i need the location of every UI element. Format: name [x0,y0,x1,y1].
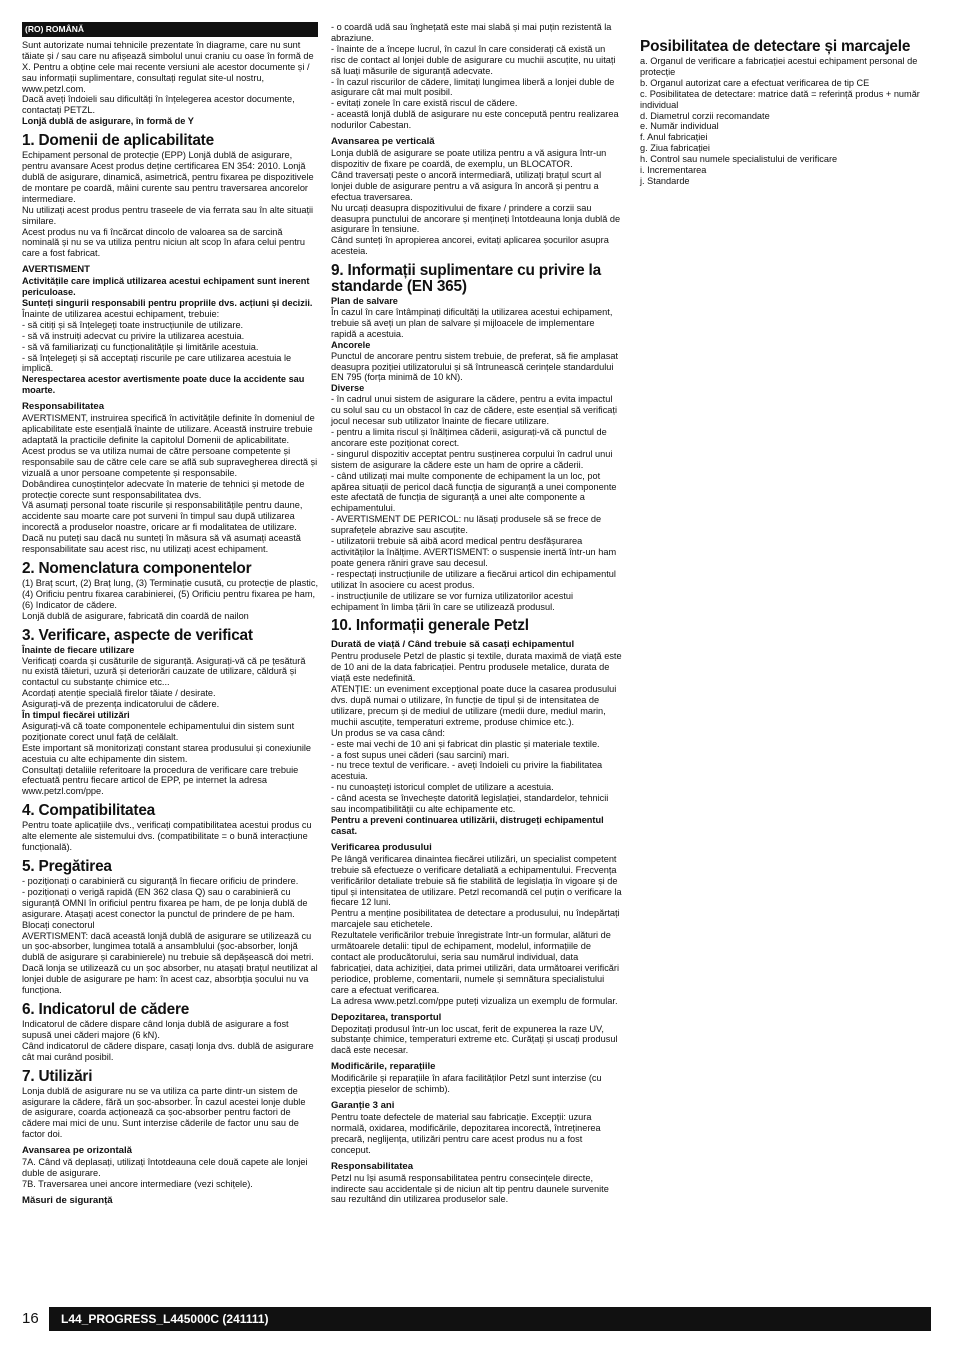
section-10-inspection-text: Pe lângă verificarea dinaintea fiecărei utilizări, un specialist competent trebuie să efectueze o verificare detaliată a echipamentului. Frecvența verificărilor detaliate trebuie să fie stabilită de legislația în vigoare și de tipul și intensitatea de utilizare. Petzl recomandă cel puțin o verificare la fiecare 12 luni. Pentru a menține posibilitatea de detectare a produsului, nu îndepărtați marcajele sau etichetele. Rezultatele verificărilor trebuie înregistrate într-un formular, alături de următoarele detalii: tipul de echipament, modelul, informațiile de contact ale producătorului, seria sau numărul individual, data fabricației, data achiziției, data primei utilizări, data următoarei verificări periodice, probleme, comentarii, numele și semnătura specialistului care a efectuat verificarea. La adresa www.petzl.com/ppe puteți vizualiza un exemplu de formular. [331,853,622,1006]
section-7-title: 7. Utilizări [22,1067,93,1085]
section-3-sub-2: În timpul fiecărei utilizări [22,710,130,721]
language-header: (RO) ROMÂNĂ [22,22,318,37]
section-10-sub-warranty: Garanție 3 ani [331,1100,395,1112]
section-10-sub-lifetime: Durată de viață / Când trebuie să casați echipamentul [331,639,575,651]
section-7-sub-horizontal: Avansarea pe orizontală [22,1145,133,1157]
traceability-list: a. Organul de verificare a fabricației acestui echipament personal de protecție b. Organul autorizat care a efectuat verificarea de tip CE c. Posibilitatea de detectare: matrice dată = referință produs + număr individual d. Diametrul corzii recomandate e. Număr individual f. Anul fabricației g. Ziua fabricației h. Control sau numele specialistului de verificare i. Incrementarea j. Standarde [640,56,920,186]
section-1-text: Echipament personal de protecție (EPP) Lonjă dublă de asigurare, pentru avansare Acest produs deține certificarea EN 354: 2010. Lonjă dublă de asigurare, dinamică, asimetrică, pentru fixarea pe dispozitivele de montare pe coardă, mâini curente sau pentru traversarea ancorelor intermediare. Nu utilizați acest produs pentru traseele de via ferrata sau în alte situații similare. Acest produs nu va fi încărcat dincolo de valoarea sa de sarcină nominală și nu se va utiliza pentru niciun alt scop în afara celui pentru care a fost fabricat. [22,150,314,259]
section-3-sub-1: Înainte de fiecare utilizare [22,644,135,655]
section-3-title: 3. Verificare, aspecte de verificat [22,626,253,644]
section-9-misc-text: - în cadrul unui sistem de asigurare la cădere, pentru a evita impactul cu solul sau cu un obstacol în caz de cădere, este esențial să verificați jocul necesar sub utilizator înainte de fiecare utilizare. - pentru a limita riscul și înălțimea căderii, asigurați-vă că punctul de ancorare este poziționat corect. - singurul dispozitiv acceptat pentru susținerea corpului în cadrul unui sistem de asigurare la cădere este un ham de oprire a căderii. - când utilizați mai multe componente de echipament la un loc, pot apărea situații de pericol dacă funcția de siguranță a unei componente este afectată de funcția de siguranță a unei alte componente a echipamentului. - AVERTISMENT DE PERICOL: nu lăsați produsele să se frece de suprafețele abrazive sau ascuțite. - utilizatorii trebuie să aibă acord medical pentru desfășurarea activităților la înălțime. AVERTISMENT: o suspensie inertă într-un ham poate genera răniri grave sau decesul. - respectați instrucțiunile de utilizare a fiecărui articol din echipamentul utilizat în asociere cu acest produs. - instrucțiunile de utilizare se vor furniza utilizatorilor acestui echipament în limba țării în care se utilizează produsul. [331,394,617,612]
section-6-title: 6. Indicatorul de cădere [22,1000,190,1018]
section-7-sub-vertical: Avansarea pe verticală [331,136,435,148]
section-9-sub-misc: Diverse [331,383,365,394]
section-10-sub-modifications: Modificările, reparațiile [331,1061,436,1073]
section-3-text-1: Verificați coarda și cusăturile de siguranță. Asigurați-vă că pe țesătură nu există tăieturi, uzură și deteriorări cauzate de utilizare, căldură și contactul cu substanțe chimice etc... Acordați atenție specială firelor tăiate / desirate. Asigurați-vă de prezența indicatorului de cădere. [22,655,306,710]
section-7-vertical-text: Lonja dublă de asigurare se poate utiliza pentru a vă asigura într-un dispozitiv de fixare pe coardă, de exemplu, un BLOCATOR. Când traversați peste o ancoră intermediară, utilizați brațul scurt al lonjei duble de asigurare pentru a vă asigura în ancoră și pentru a efectua traversarea. Nu urcați deasupra dispozitivului de fixare / prindere a corzii sau deasupra punctului de ancorare și mențineți întotdeauna lonja dublă de asigurare în tensiune. Când sunteți în apropierea ancorei, evitați aplicarea șocurilor asupra acesteia. [331,148,621,257]
section-5-title: 5. Pregătirea [22,858,112,875]
section-3-text-2: Asigurați-vă că toate componentele echipamentului din sistem sunt poziționate corect unul față de celălalt. Este important să monitorizați constant starea produsului și conexiunile acestuia cu alte echipamente din sistem. Consultați detaliile referitoare la procedura de verificare care trebuie efectuată pentru fiecare articol de EPP, pe internet la adresa www.petzl.com/ppe. [22,720,312,797]
section-10-lifetime-bold: Pentru a preveni continuarea utilizării, distrugeți echipamentul casat. [331,815,604,836]
section-7-horizontal-text: 7A. Când vă deplasați, utilizați întotdeauna cele două capete ale lonjei duble de asigurare. 7B. Traversarea unei ancore intermediare (vezi schițele). [22,1157,308,1189]
responsibility-title: Responsabilitatea [22,401,105,413]
section-10-modifications-text: Modificările și reparațiile în afara facilităților Petzl sunt interzise (cu excepția pieselor de schimb). [331,1073,602,1095]
section-7-sub-safety: Măsuri de siguranță [22,1194,113,1206]
section-10-warranty-text: Pentru toate defectele de material sau fabricație. Excepții: uzura normală, oxidarea, modificările, depozitarea incorectă, întreținerea precară, neglijența, utilizări pentru care acest produs nu a fost conceput. [331,1112,601,1155]
section-7-text: Lonja dublă de asigurare nu se va utiliza ca parte dintr-un sistem de asigurare la cădere, fără un șoc-absorber. În cazul acestei lonje duble de asigurare, coarda acționează ca șoc-absorber pentru factori de cădere mai mici de unu. Sunt interzise căderile de factor unu sau de factor doi. [22,1085,306,1140]
section-4-title: 4. Compatibilitatea [22,802,156,820]
section-9-sub-rescue: Plan de salvare [331,296,398,307]
section-1-title: 1. Domenii de aplicabilitate [22,132,214,150]
section-9-anchors-text: Punctul de ancorare pentru sistem trebuie, de preferat, să fie amplasat deasupra poziției utilizatorului și să întrunească cerințele standardului EN 795 (forța minimă de 10 kN). [331,350,619,383]
column-middle [331,22,622,1205]
warning-bold-2: Sunteți singurii responsabili pentru propriile dvs. acțiuni și decizii. [22,298,313,309]
section-10-responsibility-text: Petzl nu își asumă responsabilitatea pentru consecințele directe, indirecte sau accidentale și de niciun alt tip pentru daunele survenite sau rezultând din utilizarea produselor sale. [331,1172,609,1205]
warning-title: AVERTISMENT [22,264,91,276]
section-6-text: Indicatorul de cădere dispare când lonja dublă de asigurare a fost supusă unei căderi majore (6 kN). Când indicatorul de cădere dispare, casați lonja dvs. dublă de asigurare cât mai curând posibil. [22,1018,314,1062]
section-10-sub-responsibility: Responsabilitatea [331,1160,414,1172]
section-5-text: - poziționați o carabinieră cu siguranță în fiecare orificiu de prindere. - poziționați o verigă rapidă (EN 362 clasa Q) sau o carabinieră cu siguranță OMNI în orificiul pentru fixarea pe ham, de pe lonja dublă de asigurare. Atașați acest conector la punctul de prindere de pe ham. Blocați conectorul AVERTISMENT: dacă această lonjă dublă de asigurare se utilizează cu un șoc-absorber, lungimea totală a ansamblului (șoc-absorber, lonjă dublă de asigurare și carabinierele) nu trebuie să depășească doi metri. Dacă lonja se utilizează cu un șoc absorber, nu atașați brațul neutilizat al lonjei duble de asigurare pe ham: în acest caz, absorbția șocului nu va funcționa. [22,876,318,996]
section-2-title: 2. Nomenclatura componentelor [22,559,252,577]
section-2-text: (1) Braț scurt, (2) Braț lung, (3) Terminație cusută, cu protecție de plastic, (4) Orificiu pentru fixarea carabinierei, (5) Orificiu pentru fixarea pe ham, (6) Indicator de cădere. Lonjă dublă de asigurare, fabricată din coardă de nailon [22,577,318,621]
traceability-title: Posibilitatea de detectare și marcajele [640,38,911,55]
section-10-sub-inspection: Verificarea produsului [331,841,432,853]
warning-bold-1: Activitățile care implică utilizarea acestui echipament sunt inerent periculoase. [22,276,310,298]
responsibility-text: AVERTISMENT, instruirea specifică în activitățile definite în domeniul de aplicabilitate este esențială înainte de utilizare. Această instruire trebuie adaptată la practicile definite la capitolul Domenii de aplicabilitate. Acest produs se va utiliza numai de către persoane competente și responsabile sau de către cele care se află sub supravegherea directă și vizuală a unor persoane competente și responsabile. Dobândirea cunoștințelor adecvate în materie de tehnici și metode de protecție corecte sunt responsabilitatea dvs. Vă asumați personal toate riscurile și responsabilitățile pentru daune, accidente sau moarte care pot surveni în timpul sau după utilizarea incorectă a produselor noastre, oricare ar fi modalitatea de utilizare. Dacă nu puteți sau dacă nu sunteți în măsura să vă asumați această responsabilitate sau acest risc, nu utilizați acest echipament. [22,413,318,555]
page-footer [22,1307,931,1331]
column-left [22,22,318,1207]
section-9-title: 9. Informații suplimentare cu privire la standarde (EN 365) [331,262,601,296]
section-4-text: Pentru toate aplicațiile dvs., verificați compatibilitatea acestui produs cu alte elemente ale sistemului dvs. (compatibilitate = o bună interacțiune funcțională). [22,820,312,853]
section-10-sub-storage: Depozitarea, transportul [331,1011,442,1023]
warning-text: Înainte de utilizarea acestui echipament, trebuie: - să citiți și să înțelegeți toate instrucțiunile de utilizare. - să vă instruiți adecvat cu privire la utilizarea acestuia. - să vă familiarizați cu funcționalitățile și limitările acestuia. - să înțelegeți și să acceptați riscurile pe care utilizarea acestuia le implică. [22,308,292,374]
safety-measures-text: - o coardă udă sau înghețată este mai slabă și mai puțin rezistentă la abraziune. - înainte de a începe lucrul, în cazul în care considerați că există un risc de contact al lonjei duble de asigurare cu muchii ascuțite, nu uitați să luați măsurile de siguranță adecvate. - în cazul riscurilor de cădere, limitați lungimea liberă a lonjei duble de asigurare cât mai mult posibil. - evitați zonele în care există riscul de cădere. - această lonjă dublă de asigurare nu este concepută pentru realizarea nodurilor Cabestan. [331,22,619,131]
section-10-title: 10. Informații generale Petzl [331,617,529,635]
page-number: 16 [22,1310,39,1327]
section-9-sub-anchors: Ancorele [331,339,371,350]
document-reference-bar: L44_PROGRESS_L445000C (241111) [49,1307,931,1331]
product-line: Lonjă dublă de asigurare, în formă de Y [22,116,194,127]
section-10-storage-text: Depozitați produsul într-un loc uscat, ferit de expunerea la raze UV, substanțe chimice, temperaturi extreme etc. Curățați și uscați produsul dacă este necesar. [331,1023,618,1056]
intro-paragraph-2: Dacă aveți îndoieli sau dificultăți în înțelegerea acestor documente, contactați PETZL. [22,94,295,116]
column-right [640,22,932,187]
section-9-rescue-text: În cazul în care întâmpinați dificultăți la utilizarea acestui echipament, trebuie să aveți un plan de salvare și mijloacele de implementare rapidă a acestuia. [331,307,613,339]
section-10-lifetime-text: Pentru produsele Petzl de plastic și textile, durata maximă de viață este de 10 ani de la data fabricației. Pentru produsele metalice, durata de viață este nedefinită. ATENȚIE: un eveniment excepțional poate duce la casarea produsului dvs. după numai o utilizare, în funcție de tipul și de intensitatea de utilizare, precum și de mediul de utilizare (medii dure, mediul marin, muchii ascuțite, temperaturi extreme, produse chimice etc.). Un produs se va casa când: - este mai vechi de 10 ani și fabricat din plastic și materiale textile. - a fost supus unei căderi (sau sarcini) mari. - nu trece textul de verificare. - aveți îndoieli cu privire la fiabilitatea acestuia. - nu cunoașteți istoricul complet de utilizare a acestuia. - când acesta se învechește datorită legislației, standardelor, tehnicii sau incompatibilității cu alte echipamente etc. [331,651,622,815]
warning-bold-3: Nerespectarea acestor avertismente poate duce la accidente sau moarte. [22,374,305,396]
intro-paragraph-1: Sunt autorizate numai tehnicile prezentate în diagrame, care nu sunt tăiate și / sau care nu afișează simbolul unui craniu cu oase în formă de X. Pentru a obține cele mai recente versiuni ale acestor documente și / sau informații suplimentare, consultați regulat site-ul nostru, www.petzl.com. [22,39,314,94]
